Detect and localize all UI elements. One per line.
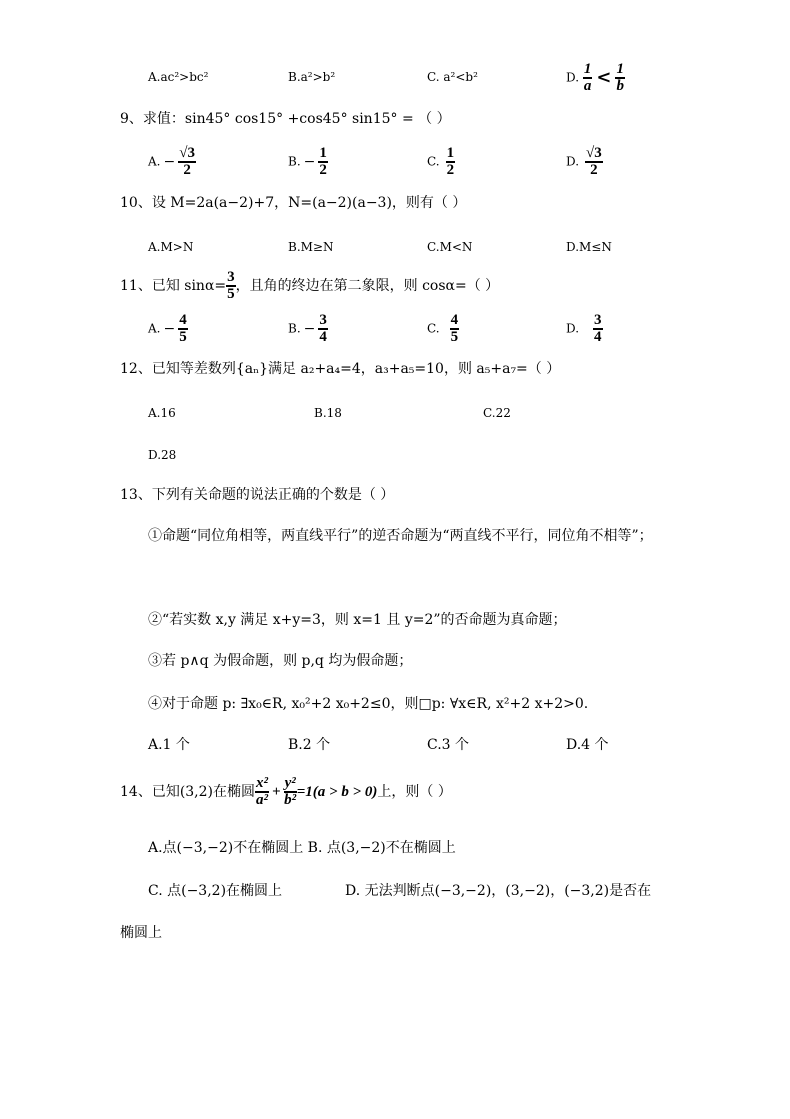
q13-statement-4: ④对于命题 p: ∃x₀∈R, x₀²+2 x₀+2≤0，则□p: ∀x∈R, x²+2 x+2>0. — [148, 696, 589, 712]
q14-stem-pre: 14、已知(3,2)在椭圆 — [120, 784, 256, 800]
q11-stem-fraction — [226, 270, 236, 302]
q8-d-op: < — [596, 67, 612, 88]
q10-option-c: C.M<N — [427, 240, 473, 254]
q8-d-right-num: 1 — [616, 61, 624, 77]
q12-option-d: D.28 — [148, 448, 177, 462]
q9-b-den: 2 — [319, 162, 327, 178]
q14-option-c: C. 点(−3,2)在椭圆上 — [148, 883, 283, 899]
q9-a-num: √3 — [179, 145, 195, 161]
q9-a-fraction — [178, 146, 196, 178]
q8-d-right-fraction — [615, 62, 625, 94]
q8-d-right-den: b — [616, 78, 624, 94]
q14-stem-post: 上，则（ ） — [377, 784, 452, 800]
q11-a-fraction — [178, 313, 188, 345]
q11-a-prefix: A. — [148, 321, 161, 336]
q13-option-b: B.2 个 — [288, 737, 331, 753]
q8-d-left-fraction — [583, 62, 593, 94]
q13-option-c: C.3 个 — [427, 737, 470, 753]
q11-c-fraction — [450, 313, 460, 345]
q11-a-den: 5 — [179, 329, 187, 345]
q9-b-fraction — [318, 146, 328, 178]
q11-stem-num: 3 — [227, 269, 235, 285]
q8-option-b: B.a²>b² — [288, 70, 336, 84]
q11-stem-post: ，且角的终边在第二象限，则 cosα=（ ） — [235, 278, 500, 294]
q9-stem: 9、求值：sin45° cos15° +cos45° sin15° = （ ） — [120, 111, 451, 127]
q11-b-prefix: B. — [288, 321, 301, 336]
q10-option-d: D.M≤N — [566, 240, 612, 254]
q14-option-d-continued: 椭圆上 — [120, 925, 162, 941]
q8-option-c: C. a²<b² — [427, 70, 478, 84]
q11-b-fraction — [318, 313, 328, 345]
q10-option-b: B.M≥N — [288, 240, 334, 254]
q11-c-num: 4 — [450, 312, 459, 328]
q11-d-fraction — [593, 313, 603, 345]
q11-d-prefix: D. — [566, 321, 580, 336]
q11-option-b — [288, 313, 328, 345]
q9-b-prefix: B. — [288, 154, 301, 169]
q9-b-sign: − — [303, 153, 316, 170]
q14-eq-x-fraction — [255, 776, 269, 808]
q13-stem: 13、下列有关命题的说法正确的个数是（ ） — [120, 487, 395, 503]
q11-d-den: 4 — [594, 329, 602, 345]
q14-eq-x-num: x² — [256, 775, 269, 791]
q11-d-num: 3 — [594, 312, 602, 328]
q8-d-left-den: a — [583, 78, 592, 94]
q13-option-a: A.1 个 — [148, 737, 190, 753]
q14-eq-tail: =1(a > b > 0) — [296, 784, 378, 800]
q9-d-prefix: D. — [566, 154, 580, 169]
q14-eq-y-fraction — [284, 776, 297, 808]
q13-option-d: D.4 个 — [566, 737, 609, 753]
q14-option-ab: A.点(−3,−2)不在椭圆上 B. 点(3,−2)不在椭圆上 — [148, 840, 456, 856]
q12-stem: 12、已知等差数列{aₙ}满足 a₂+a₄=4，a₃+a₅=10，则 a₅+a₇=（ ） — [120, 361, 561, 377]
q11-option-d — [566, 313, 603, 345]
q12-option-a: A.16 — [148, 406, 176, 420]
q11-b-sign: − — [303, 320, 316, 337]
q14-option-d: D. 无法判断点(−3,−2)，(3,−2)，(−3,2)是否在 — [345, 883, 652, 899]
q8-d-prefix: D. — [566, 70, 580, 85]
q11-stem — [120, 270, 499, 302]
q11-a-num: 4 — [179, 312, 187, 328]
q13-statement-2: ②“若实数 x,y 满足 x+y=3，则 x=1 且 y=2”的否命题为真命题； — [148, 612, 567, 628]
q14-eq-y-den: b² — [284, 792, 297, 808]
q11-option-a — [148, 313, 188, 345]
q11-stem-pre: 11、已知 sinα= — [120, 278, 227, 294]
q9-option-a — [148, 146, 196, 178]
q14-stem: 14、已知(3,2)在椭圆 $\frac{\text{x²}}{\text{a²}}$ + $\frac{\text{y²}}{\text{b²}}$ =1(a > b > 0)上，则（ ） — [120, 775, 452, 808]
q11-stem-den: 5 — [227, 286, 235, 302]
q10-stem: 10、设 M=2a(a−2)+7，N=(a−2)(a−3)，则有（ ） — [120, 195, 467, 211]
q9-c-num: 1 — [446, 145, 455, 161]
q9-a-den: 2 — [183, 162, 191, 178]
q14-eq-y-num: y² — [284, 775, 296, 791]
q9-c-den: 2 — [446, 162, 455, 178]
q9-c-prefix: C. — [427, 154, 440, 169]
q9-d-den: 2 — [590, 162, 598, 178]
q8-option-a: A.ac²>bc² — [148, 70, 209, 84]
q13-statement-3: ③若 p∧q 为假命题，则 p,q 均为假命题； — [148, 653, 413, 669]
q9-b-num: 1 — [319, 145, 327, 161]
q8-option-d — [566, 62, 625, 94]
q10-option-a: A.M>N — [148, 240, 194, 254]
q12-option-c: C.22 — [483, 406, 511, 420]
q11-option-c — [427, 313, 459, 345]
q14-eq-x-den: a² — [256, 792, 269, 808]
q9-a-sign: − — [163, 153, 176, 170]
q9-d-num: √3 — [586, 145, 602, 161]
q11-c-prefix: C. — [427, 321, 440, 336]
q11-a-sign: − — [163, 320, 176, 337]
q8-d-left-num: 1 — [583, 61, 592, 77]
q9-option-b — [288, 146, 328, 178]
q9-c-fraction — [446, 146, 456, 178]
q9-d-fraction — [585, 146, 603, 178]
q12-option-b: B.18 — [314, 406, 342, 420]
q11-b-num: 3 — [319, 312, 327, 328]
q9-option-d — [566, 146, 603, 178]
q11-b-den: 4 — [319, 329, 327, 345]
q9-option-c — [427, 146, 455, 178]
q11-c-den: 5 — [450, 329, 459, 345]
q9-a-prefix: A. — [148, 154, 161, 169]
q13-statement-1: ①命题“同位角相等，两直线平行”的逆否命题为“两直线不平行，同位角不相等”； — [148, 528, 653, 544]
